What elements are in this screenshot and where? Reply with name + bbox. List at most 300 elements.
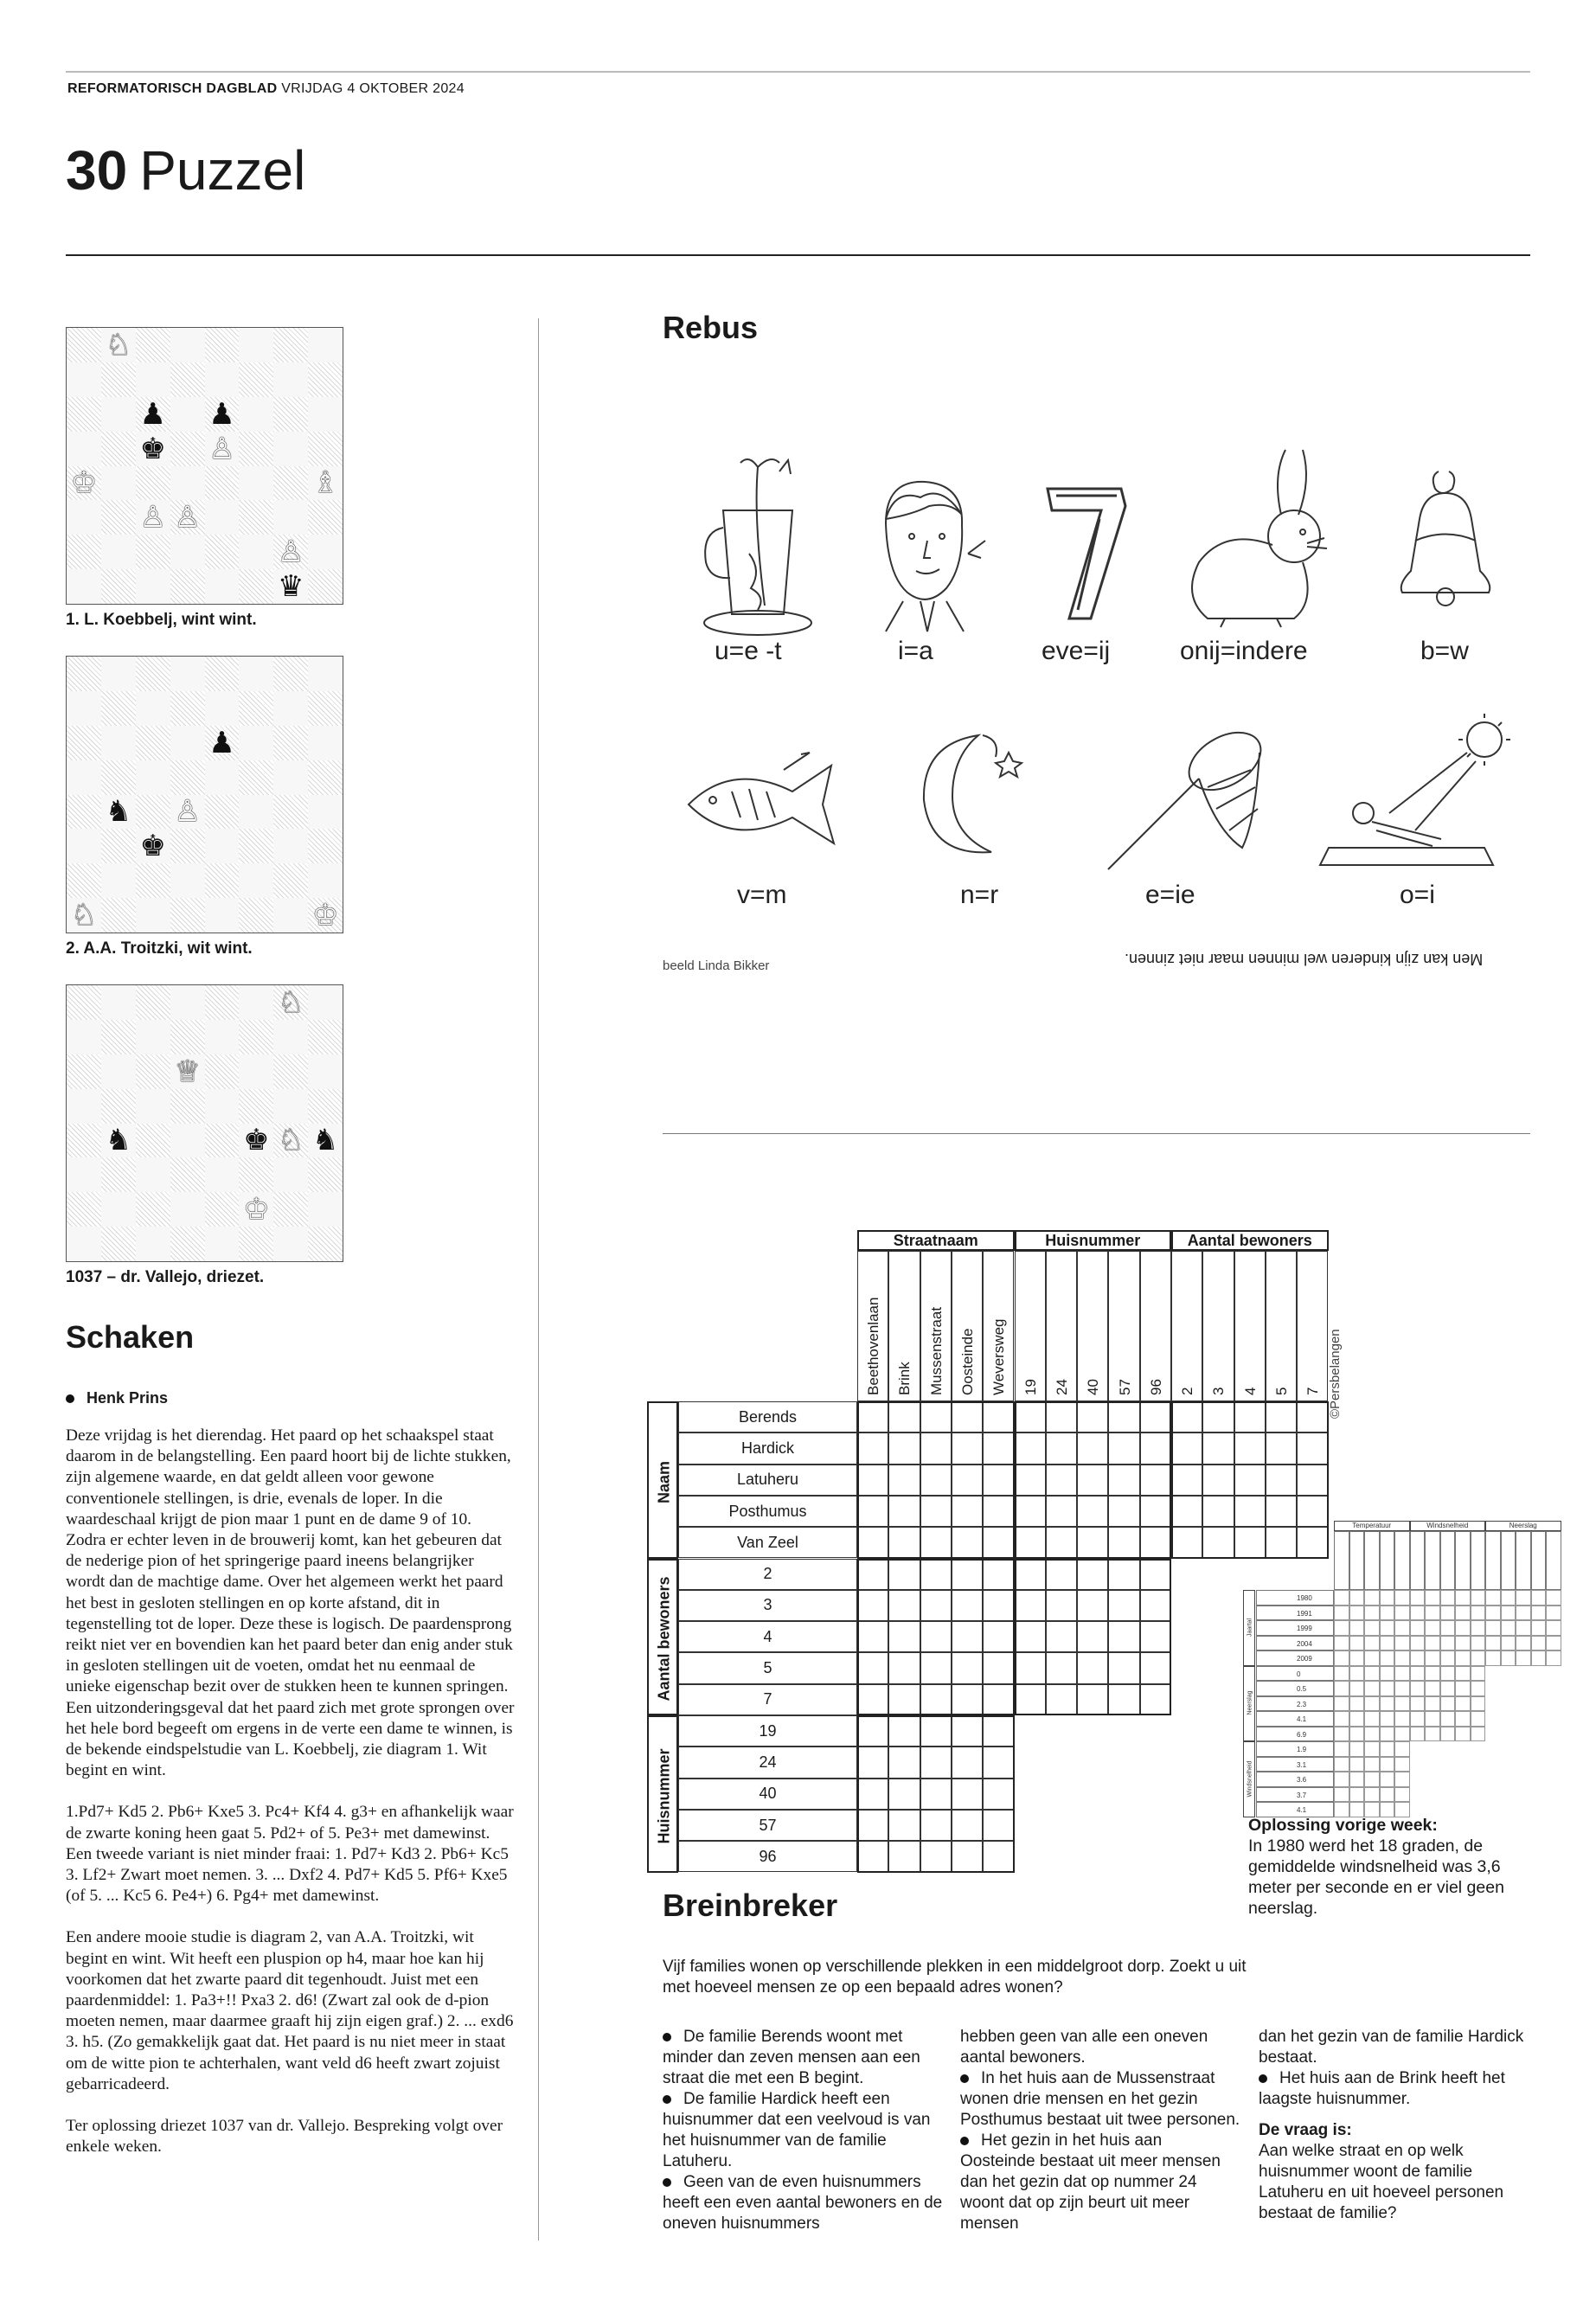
mini-cell	[1471, 1590, 1486, 1606]
board-square	[136, 1020, 170, 1054]
board-square	[170, 362, 205, 397]
grid-block	[1171, 1401, 1329, 1559]
board-square	[239, 829, 273, 863]
chess-piece: ♙	[174, 500, 201, 535]
board-square	[170, 397, 205, 432]
mini-cell	[1455, 1711, 1471, 1727]
mini-cell	[1455, 1650, 1471, 1666]
board-square	[67, 657, 101, 691]
board-square	[136, 1124, 170, 1158]
board-square	[67, 726, 101, 760]
schaken-article	[66, 1426, 516, 2179]
chess-piece: ♙	[208, 431, 235, 466]
top-rule	[66, 71, 1530, 73]
grid-column-label	[1266, 1251, 1297, 1401]
board-square	[67, 432, 101, 466]
mini-cell	[1334, 1666, 1349, 1682]
clue-item	[960, 2068, 1241, 2131]
grid-side-group	[647, 1559, 678, 1716]
mini-cell	[1394, 1606, 1410, 1621]
mini-cell	[1440, 1620, 1456, 1636]
clue-text: In het huis aan de Mussenstraat wonen drie mensen en het gezin Posthumus bestaat uit twee personen.	[960, 2069, 1240, 2129]
column-rule	[538, 318, 539, 2240]
board-square	[136, 1157, 170, 1192]
byline	[66, 1389, 168, 1407]
board-square	[136, 898, 170, 933]
board-square	[308, 1089, 343, 1124]
grid-group-header: Aantal bewoners	[1171, 1230, 1329, 1251]
board-square	[205, 726, 240, 760]
grid-row-label: 40	[678, 1779, 857, 1810]
mini-cell	[1455, 1620, 1471, 1636]
clue-text: De familie Berends woont met minder dan zeven mensen aan een straat die met een B begint.	[663, 2028, 920, 2087]
chess-piece: ♘	[105, 327, 132, 362]
clue-text: Het gezin in het huis aan Oosteinde bestaat uit meer mensen dan het gezin dat op nummer 24 woont dat op zijn beurt uit meer mensen	[960, 2131, 1221, 2233]
mini-cell	[1364, 1696, 1380, 1712]
grid-column-label	[1140, 1251, 1171, 1401]
board-square	[136, 863, 170, 898]
column-label-text: 24	[1053, 1379, 1070, 1395]
chess-piece: ♞	[105, 1123, 132, 1158]
rebus-heading: Rebus	[663, 310, 759, 345]
mini-cell	[1501, 1620, 1516, 1636]
mini-cell	[1349, 1620, 1365, 1636]
mini-cell	[1334, 1590, 1349, 1606]
board-square	[101, 1054, 136, 1089]
schaken-heading: Schaken	[66, 1319, 195, 1355]
board-square	[273, 726, 308, 760]
mini-cell	[1380, 1757, 1395, 1772]
board-square	[101, 500, 136, 535]
chess-piece: ♔	[70, 465, 98, 501]
chess-caption-2: 2. A.A. Troitzki, wit wint.	[66, 939, 253, 958]
mini-cell	[1425, 1650, 1440, 1666]
side-group-label: Naam	[655, 1460, 673, 1503]
tea-glass-illustration	[697, 450, 827, 649]
board-square	[67, 500, 101, 535]
board-square	[136, 466, 170, 501]
mini-cell	[1410, 1590, 1426, 1606]
rebus-hint: v=m	[737, 881, 787, 909]
board-square	[308, 1124, 343, 1158]
mini-cell	[1380, 1741, 1395, 1757]
board-square	[67, 397, 101, 432]
board-square	[308, 691, 343, 726]
mini-cell	[1349, 1787, 1365, 1803]
bullet-dot	[960, 2074, 969, 2083]
board-square	[205, 1192, 240, 1227]
board-square	[273, 1054, 308, 1089]
board-square	[205, 1089, 240, 1124]
mini-row-label: 3.6	[1256, 1772, 1334, 1787]
grid-block	[857, 1715, 1015, 1873]
board-square	[239, 500, 273, 535]
mini-cell	[1349, 1741, 1365, 1757]
mini-cell	[1410, 1696, 1426, 1712]
clues-column-1	[663, 2027, 944, 2234]
board-square	[239, 535, 273, 569]
mini-cell	[1501, 1650, 1516, 1666]
board-square	[67, 1124, 101, 1158]
paper-date: VRIJDAG 4 OKTOBER 2024	[281, 81, 465, 96]
board-square	[205, 657, 240, 691]
board-square	[101, 1020, 136, 1054]
board-square	[273, 397, 308, 432]
board-square	[170, 466, 205, 501]
board-square	[205, 535, 240, 569]
mini-cell	[1471, 1711, 1486, 1727]
mini-cell	[1455, 1681, 1471, 1696]
board-square	[205, 1054, 240, 1089]
mini-cell	[1334, 1772, 1349, 1787]
board-square	[239, 1124, 273, 1158]
board-square	[67, 795, 101, 830]
mini-cell	[1394, 1696, 1410, 1712]
mini-cell	[1380, 1666, 1395, 1682]
mini-cell	[1531, 1620, 1547, 1636]
board-square	[308, 328, 343, 362]
mini-cell	[1364, 1757, 1380, 1772]
page-title	[66, 138, 305, 202]
board-square	[205, 432, 240, 466]
rebus-hint: onij=indere	[1180, 637, 1308, 665]
board-square	[136, 500, 170, 535]
board-square	[67, 1192, 101, 1227]
chess-piece: ♘	[277, 1123, 304, 1158]
grid-column-label	[1077, 1251, 1108, 1401]
mini-cell	[1425, 1681, 1440, 1696]
mini-cell	[1440, 1681, 1456, 1696]
mini-row-label: 3.7	[1256, 1787, 1334, 1803]
mini-cell	[1334, 1757, 1349, 1772]
grid-column-label	[1234, 1251, 1266, 1401]
mini-cell	[1425, 1606, 1440, 1621]
chess-piece: ♙	[277, 535, 304, 570]
mini-cell	[1516, 1606, 1531, 1621]
mini-side-group-label: Windsnelheid	[1247, 1760, 1253, 1798]
grid-row-label: 24	[678, 1747, 857, 1778]
title-rule	[66, 254, 1530, 256]
board-square	[67, 362, 101, 397]
mini-cell	[1334, 1741, 1349, 1757]
mini-side-group	[1243, 1666, 1255, 1742]
grid-row-label: 7	[678, 1684, 857, 1715]
board-square	[170, 829, 205, 863]
board-square	[170, 760, 205, 795]
grid-column-label	[920, 1251, 952, 1401]
bullet-dot	[663, 2095, 671, 2104]
chess-piece: ♔	[243, 1192, 270, 1227]
mini-cell	[1531, 1590, 1547, 1606]
board-square	[136, 535, 170, 569]
bullet-dot	[663, 2178, 671, 2187]
board-square	[308, 1192, 343, 1227]
board-square	[239, 863, 273, 898]
chess-piece: ♙	[139, 500, 166, 535]
mini-cell	[1394, 1590, 1410, 1606]
mini-cell	[1364, 1681, 1380, 1696]
board-square	[136, 1227, 170, 1261]
breinbreker-heading: Breinbreker	[663, 1888, 838, 1923]
clue-continuation: dan het gezin van de familie Hardick bestaat.	[1259, 2028, 1524, 2067]
column-label-text: Brink	[896, 1362, 913, 1395]
board-square	[67, 691, 101, 726]
board-square	[205, 898, 240, 933]
mini-cell	[1546, 1590, 1561, 1606]
board-square	[170, 1192, 205, 1227]
board-square	[205, 1157, 240, 1192]
board-square	[170, 726, 205, 760]
board-square	[308, 1020, 343, 1054]
section-name: Puzzel	[139, 139, 306, 202]
mini-column-label	[1531, 1531, 1547, 1590]
article-paragraph: Deze vrijdag is het dierendag. Het paard op het schaakspel staat daarom in de belangstelling. Een paard hoort bij de lichte stukken, zijn algemene waarde, en dat geldt alleen voor gewone conventionele stellingen, is drie, evenals de loper. In die waardeschaal krijgt de pion maar 1 punt en de dame 9 of 10. Zodra er echter leven in de brouwerij komt, kan het gebeuren dat de nederige pion of het springerige paard ineens belangrijker wordt dan de machtige dame. Over het algemeen werkt het paard het best in gesloten stellingen en op korte afstand, dit in tegenstelling tot de loper. Deze these is logisch. De paardensprong reikt niet ver en bovendien kan het paard beter dan enig ander stuk in gesloten stellingen uit de voeten, omdat het nu eenmaal de unieke eigenschap bezit over de stukken heen te kunnen springen. Een uitzonderingsgeval dat het paard zich met grote sprongen over het hele bord begeeft om ergens in de verte een dame te winnen, is de bekende eindspelstudie van L. Koebbelj, zie diagram 1. Wit begint en wint.	[66, 1426, 515, 1780]
mini-cell	[1471, 1666, 1486, 1682]
mini-cell	[1394, 1636, 1410, 1651]
mini-cell	[1380, 1590, 1395, 1606]
mini-group-header: Neerslag	[1485, 1521, 1561, 1531]
board-square	[101, 569, 136, 604]
chess-piece: ♟	[139, 396, 166, 432]
column-label-text: 57	[1116, 1379, 1133, 1395]
image-credit: beeld Linda Bikker	[663, 958, 770, 973]
board-square	[239, 1192, 273, 1227]
board-square	[239, 985, 273, 1020]
board-square	[308, 829, 343, 863]
mini-cell	[1394, 1787, 1410, 1803]
board-square	[205, 362, 240, 397]
mini-cell	[1516, 1636, 1531, 1651]
mini-cell	[1501, 1606, 1516, 1621]
moon-illustration	[913, 727, 1026, 865]
mini-cell	[1440, 1727, 1456, 1742]
grid-block	[1015, 1559, 1172, 1716]
board-square	[136, 691, 170, 726]
mini-cell	[1516, 1650, 1531, 1666]
mini-cell	[1485, 1606, 1501, 1621]
mini-side-group-label: Neerslag	[1247, 1690, 1253, 1715]
board-square	[136, 432, 170, 466]
mini-cell	[1410, 1666, 1426, 1682]
board-square	[170, 863, 205, 898]
board-square	[308, 362, 343, 397]
paper-dateline	[67, 81, 465, 97]
board-square	[101, 898, 136, 933]
board-square	[239, 466, 273, 501]
board-square	[239, 691, 273, 726]
clue-text: De familie Hardick heeft een huisnummer dat een veelvoud is van het huisnummer van de familie Latuheru.	[663, 2090, 931, 2170]
rebus-hint: o=i	[1400, 881, 1435, 909]
mini-column-label	[1516, 1531, 1531, 1590]
mini-cell	[1410, 1711, 1426, 1727]
board-square	[170, 1227, 205, 1261]
chess-board-3	[66, 984, 343, 1262]
grid-column-label	[888, 1251, 920, 1401]
grid-group-header: Huisnummer	[1015, 1230, 1172, 1251]
mini-cell	[1380, 1681, 1395, 1696]
chess-piece: ♗	[311, 465, 339, 501]
board-square	[273, 863, 308, 898]
board-square	[308, 535, 343, 569]
board-square	[170, 432, 205, 466]
mini-cell	[1425, 1711, 1440, 1727]
mini-cell	[1455, 1606, 1471, 1621]
column-label-text: 2	[1179, 1387, 1196, 1395]
board-square	[308, 795, 343, 830]
board-square	[170, 500, 205, 535]
board-square	[101, 1227, 136, 1261]
mini-cell	[1531, 1606, 1547, 1621]
mini-cell	[1440, 1666, 1456, 1682]
fish-illustration	[680, 744, 844, 865]
board-square	[205, 1124, 240, 1158]
clue-item	[1259, 2068, 1540, 2110]
mini-column-label	[1394, 1531, 1410, 1590]
board-square	[101, 795, 136, 830]
mini-column-label	[1334, 1531, 1349, 1590]
mini-cell	[1394, 1666, 1410, 1682]
mini-column-label	[1546, 1531, 1561, 1590]
mini-row-label: 1.9	[1256, 1741, 1334, 1757]
mini-cell	[1440, 1696, 1456, 1712]
mini-cell	[1349, 1757, 1365, 1772]
mini-group-header: Windsnelheid	[1410, 1521, 1486, 1531]
board-square	[101, 863, 136, 898]
mini-cell	[1394, 1650, 1410, 1666]
mini-cell	[1516, 1620, 1531, 1636]
chess-caption-3: 1037 – dr. Vallejo, driezet.	[66, 1268, 265, 1286]
board-square	[205, 569, 240, 604]
board-square	[136, 362, 170, 397]
mini-cell	[1364, 1727, 1380, 1742]
article-paragraph: 1.Pd7+ Kd5 2. Pb6+ Kxe5 3. Pc4+ Kf4 4. g3+ en afhankelijk waar de zwarte koning heen gaat 5. Pd2+ of 5. Pe3+ met damewinst. Een tweede variant is niet minder fraai: 1. Pd7+ Kd3 2. Pb6+ Kc5 3. Lf2+ Zwart moet nemen. 3. ... Dxf2 4. Pd7+ Kd5 5. Pf6+ Kxe5 (of 5. ... Kc5 6. Pe4+) 6. Pg4+ met damewinst.	[66, 1803, 514, 1906]
mini-column-label	[1485, 1531, 1501, 1590]
board-square	[136, 657, 170, 691]
column-label-text: Beethovenlaan	[865, 1297, 882, 1395]
board-square	[170, 1054, 205, 1089]
mini-row-label: 3.1	[1256, 1757, 1334, 1772]
board-square	[101, 466, 136, 501]
rebus-solution-upside-down: Men kan zijn kinderen wel minnen maar niet zinnen.	[1125, 951, 1484, 968]
bullet-dot	[66, 1394, 74, 1403]
board-square	[170, 535, 205, 569]
rebus-hint: eve=ij	[1042, 637, 1111, 665]
board-square	[101, 760, 136, 795]
board-square	[205, 829, 240, 863]
rebus-hint: e=ie	[1145, 881, 1195, 909]
chess-piece: ♞	[311, 1123, 339, 1158]
mini-cell	[1410, 1606, 1426, 1621]
board-square	[273, 535, 308, 569]
rebus-hint: u=e -t	[715, 637, 782, 665]
board-square	[170, 1089, 205, 1124]
board-square	[273, 1157, 308, 1192]
grid-column-label	[1171, 1251, 1202, 1401]
board-square	[67, 569, 101, 604]
board-square	[308, 898, 343, 933]
board-square	[170, 657, 205, 691]
bullet-dot	[1259, 2074, 1267, 2083]
board-square	[67, 1227, 101, 1261]
board-square	[101, 1089, 136, 1124]
mini-cell	[1364, 1620, 1380, 1636]
grid-block	[857, 1401, 1015, 1559]
board-square	[205, 863, 240, 898]
chess-board-1	[66, 327, 343, 605]
mini-column-label	[1455, 1531, 1471, 1590]
mini-row-label: 0	[1256, 1666, 1334, 1682]
mini-cell	[1394, 1620, 1410, 1636]
board-square	[239, 1157, 273, 1192]
grid-row-label: 2	[678, 1559, 857, 1590]
board-square	[205, 500, 240, 535]
board-square	[273, 432, 308, 466]
mini-cell	[1425, 1620, 1440, 1636]
mini-cell	[1455, 1590, 1471, 1606]
board-square	[101, 535, 136, 569]
board-square	[273, 500, 308, 535]
mini-cell	[1471, 1606, 1486, 1621]
mini-cell	[1425, 1727, 1440, 1742]
board-square	[273, 1124, 308, 1158]
mini-cell	[1364, 1711, 1380, 1727]
board-square	[170, 1124, 205, 1158]
grid-block	[857, 1559, 1015, 1716]
previous-solution-text: In 1980 werd het 18 graden, de gemiddelde windsnelheid was 3,6 meter per seconde en er viel geen neerslag.	[1248, 1836, 1504, 1918]
mini-cell	[1349, 1590, 1365, 1606]
board-square	[136, 1192, 170, 1227]
chess-piece: ♚	[243, 1123, 270, 1158]
mini-cell	[1394, 1711, 1410, 1727]
column-label-text: 4	[1241, 1387, 1259, 1395]
clue-text: Geen van de even huisnummers heeft een even aantal bewoners en de oneven huisnummers	[663, 2173, 943, 2233]
mini-cell	[1425, 1590, 1440, 1606]
grid-column-label	[983, 1251, 1014, 1401]
board-square	[101, 328, 136, 362]
board-square	[273, 1089, 308, 1124]
rabbit-illustration	[1173, 441, 1337, 631]
sunbather-illustration	[1311, 709, 1528, 874]
chess-piece: ♟	[208, 396, 235, 432]
board-square	[308, 569, 343, 604]
board-square	[273, 795, 308, 830]
question-block	[1259, 2120, 1540, 2224]
mini-cell	[1501, 1636, 1516, 1651]
board-square	[170, 1020, 205, 1054]
board-square	[101, 362, 136, 397]
mini-cell	[1471, 1681, 1486, 1696]
article-paragraph: Een andere mooie studie is diagram 2, van A.A. Troitzki, wit begint en wint. Wit heeft een pluspion op h4, maar hoe kan hij voorkomen dat het zwarte paard dit tegenhoudt. Juist met een paardenmiddel: 1. Pa3+!! Pxa3 2. d6! (Zwart zal ook de d-pion moeten nemen, maar daarmee graaft hij zijn eigen graf.) 2. ... exd6 3. h5. (Zo gemakkelijk gaat dat. Het paard is nu niet meer in staat om de witte pion te achterhalen, want veld d6 heeft zwart zojuist gebarricadeerd.	[66, 1928, 514, 2093]
board-square	[205, 691, 240, 726]
boy-face-illustration	[860, 471, 981, 636]
grid-row-label: Posthumus	[678, 1496, 857, 1527]
board-square	[136, 829, 170, 863]
chess-piece: ♕	[174, 1054, 201, 1089]
board-square	[136, 1054, 170, 1089]
mini-cell	[1380, 1787, 1395, 1803]
chess-piece: ♘	[70, 898, 98, 933]
mini-cell	[1334, 1620, 1349, 1636]
board-square	[308, 1227, 343, 1261]
mini-cell	[1440, 1711, 1456, 1727]
board-square	[308, 466, 343, 501]
column-label-text: 40	[1085, 1379, 1102, 1395]
clues-column-3	[1259, 2027, 1540, 2224]
grid-row-label: Berends	[678, 1401, 857, 1433]
number-seven-illustration	[1039, 480, 1134, 627]
board-square	[67, 1157, 101, 1192]
mini-column-label	[1364, 1531, 1380, 1590]
